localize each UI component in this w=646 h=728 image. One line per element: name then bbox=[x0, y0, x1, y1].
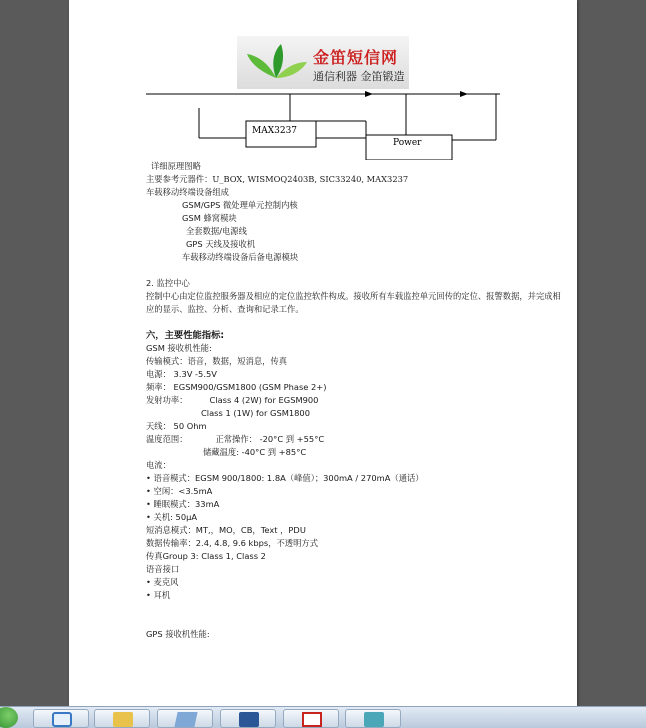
power-spec-value: 3.3V -5.5V bbox=[173, 369, 217, 379]
start-button[interactable] bbox=[0, 707, 18, 728]
freq-spec-label: 频率： bbox=[146, 382, 171, 392]
power-label: Power bbox=[393, 138, 422, 148]
current-item: • 空闲：<3.5mA bbox=[146, 486, 213, 496]
module-item: GSM/GPS 微处理单元控制内核 bbox=[182, 200, 298, 210]
freq-spec bbox=[146, 381, 566, 394]
taskbar-word-button[interactable] bbox=[220, 709, 276, 728]
module-item: 全套数据/电源线 bbox=[186, 226, 247, 236]
voice-item: • 耳机 bbox=[146, 590, 171, 600]
freq-spec-value: EGSM900/GSM1800 (GSM Phase 2+) bbox=[173, 382, 327, 392]
taskbar bbox=[0, 706, 646, 728]
parts-list: 主要参考元器件：U_BOX, WISMOQ2403B, SIC33240, MAX3237 bbox=[146, 174, 409, 184]
power-spec bbox=[146, 368, 566, 381]
taskbar-docs-button[interactable] bbox=[157, 709, 213, 728]
current-title: 电流： bbox=[146, 460, 171, 470]
document-body bbox=[146, 160, 566, 641]
antenna-spec-label: 天线： bbox=[146, 421, 171, 431]
temp-store: 储藏温度: -40°C 到 +85°C bbox=[203, 447, 307, 457]
leaf-logo-icon bbox=[241, 42, 311, 84]
transfer-mode: 传输模式：语音，数据，短消息，传真 bbox=[146, 356, 288, 366]
folder-icon bbox=[113, 712, 133, 727]
temp-spec-label: 温度范围： bbox=[146, 434, 188, 444]
voice-title: 语音接口 bbox=[146, 564, 180, 574]
taskbar-ie-button[interactable] bbox=[33, 709, 89, 728]
module-item: GPS 天线及接收机 bbox=[186, 239, 256, 249]
fax-spec: 传真Group 3: Class 1, Class 2 bbox=[146, 551, 266, 561]
tx-spec bbox=[146, 394, 566, 407]
section2-title: 2. 监控中心 bbox=[146, 278, 190, 288]
power-spec-label: 电源： bbox=[146, 369, 171, 379]
current-item: • 关机: 50μA bbox=[146, 512, 198, 522]
module-title: 车载移动终端设备组成 bbox=[146, 187, 229, 197]
section2-body: 控制中心由定位监控服务器及相应的定位监控软件构成。接收所有车载监控单元回传的定位、报警数据，并完成相应的显示、监控、分析、查询和记录工作。 bbox=[146, 291, 561, 314]
current-item: • 语音模式：EGSM 900/1800: 1.8A（峰值）；300mA / 270mA（通话） bbox=[146, 473, 424, 483]
taskbar-app-button[interactable] bbox=[345, 709, 401, 728]
data-rate: 数据传输率：2.4, 4.8, 9.6 kbps，不透明方式 bbox=[146, 538, 318, 548]
antenna-spec-value: 50 Ohm bbox=[173, 421, 207, 431]
circuit-diagram bbox=[142, 88, 502, 160]
section6-title: 六，主要性能指标: bbox=[146, 330, 225, 341]
max3237-label: MAX3237 bbox=[252, 126, 298, 136]
module-item: GSM 蜂窝模块 bbox=[182, 213, 237, 223]
ie-icon bbox=[52, 712, 72, 727]
company-logo bbox=[237, 36, 409, 89]
logo-slogan-text: 通信利器 金笛锻造 bbox=[313, 70, 405, 83]
taskbar-acrobat-button[interactable] bbox=[283, 709, 339, 728]
tx-spec-value-2: Class 1 (1W) for GSM1800 bbox=[201, 408, 310, 418]
gps-title: GPS 接收机性能: bbox=[146, 629, 210, 639]
antenna-spec bbox=[146, 420, 566, 433]
acrobat-icon bbox=[302, 712, 322, 727]
voice-item: • 麦克风 bbox=[146, 577, 179, 587]
logo-brand-text: 金笛短信网 bbox=[313, 48, 399, 67]
temp-spec bbox=[146, 433, 566, 446]
document-page bbox=[69, 0, 577, 706]
word-icon bbox=[239, 712, 259, 727]
temp-op: 正常操作： -20°C 到 +55°C bbox=[215, 434, 325, 444]
diagram-caption: 详细原理图略 bbox=[151, 161, 201, 171]
current-item: • 睡眠模式：33mA bbox=[146, 499, 220, 509]
taskbar-folder-button[interactable] bbox=[94, 709, 150, 728]
tx-spec-value-1: Class 4 (2W) for EGSM900 bbox=[209, 395, 319, 405]
module-item: 车载移动终端设备后备电源模块 bbox=[182, 252, 299, 262]
gsm-title: GSM 接收机性能: bbox=[146, 343, 212, 353]
tx-spec-label: 发射功率： bbox=[146, 395, 188, 405]
sms-mode: 短消息模式：MT,，MO，CB，Text ，PDU bbox=[146, 525, 306, 535]
docs-icon bbox=[174, 712, 197, 727]
app-icon bbox=[364, 712, 384, 727]
